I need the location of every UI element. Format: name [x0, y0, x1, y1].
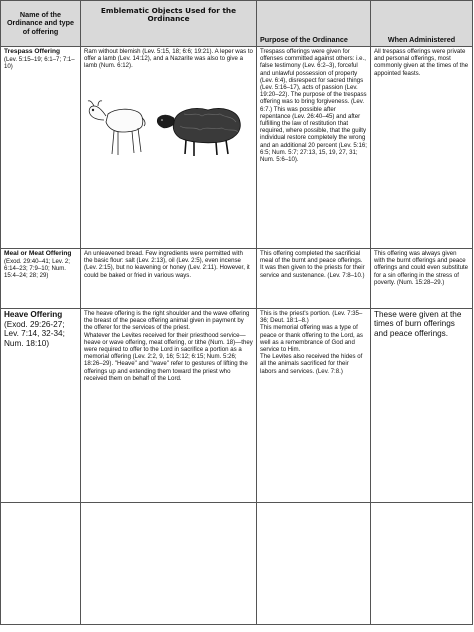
offering-name: Trespass Offering: [4, 48, 61, 55]
header-name: Name of the Ordinance and type of offering: [1, 1, 81, 47]
row-emblematic-cell: [81, 47, 257, 249]
row-administered-cell: These were given at the times of burn offerings and peace offerings.: [371, 309, 473, 503]
empty-cell: [257, 503, 371, 625]
animal-illustrations: [84, 92, 253, 162]
offering-refs: (Exod. 29:40–41; Lev. 2; 6:14–23; 7:9–10; Num. 15:4–24; 28; 29): [4, 257, 70, 279]
offering-refs: (Exod. 29:26-27; Lev. 7:14, 32-34; Num. 18:10): [4, 319, 65, 348]
row-purpose-cell: This is the priest's portion. (Lev. 7:35–36; Deut. 18:1–8.) This memorial offering was a type of peace or thank offering to the Lord, as well as a remembrance of God and service to Him. The Levites also received the hides of all the animals sacrificed for their labors and services. (Lev. 7:8.): [257, 309, 371, 503]
empty-row: [1, 503, 473, 625]
animals-svg: [84, 92, 256, 162]
table-row: [1, 249, 473, 309]
black-sheep-illustration: [157, 108, 240, 156]
header-purpose: Purpose of the Ordinance: [257, 1, 371, 47]
row-emblematic-cell: The heave offering is the right shoulder and the wave offering the breast of the peace offering animal given in payment by the offerer for the services of the priest. Whatever the Levites received for their priesthood service—heave or wave offering, meat offering, or tithe (Num. 18)—they were required to offer to the Lord in sacrifice a portion as a memorial offering (Lev. 2:2, 9, 16; 5:12; 6:15; Num. 5:26; 18:26–29). "Heave" and "wave" refer to gestures of lifting the offerings up and extending them toward the priest who received them on behalf of the Lord.: [81, 309, 257, 503]
row-administered-cell: This offering was always given with the burnt offerings and peace offerings and could even substitute for a sin offering in the stress of poverty. (Num. 15:28–29.): [371, 249, 473, 309]
empty-cell: [81, 503, 257, 625]
offering-name: Meal or Meat Offering: [4, 250, 72, 257]
row-purpose-cell: This offering completed the sacrificial meal of the burnt and peace offerings. It was then given to the priests for their service and sustenance. (Lev. 7:8–10.): [257, 249, 371, 309]
row-name-cell: [1, 249, 81, 309]
row-administered-cell: All trespass offerings were private and personal offerings, most commonly given at the times of the appointed feasts.: [371, 47, 473, 249]
row-name-cell: [1, 47, 81, 249]
table-row: [1, 309, 473, 503]
empty-cell: [371, 503, 473, 625]
header-row: [1, 1, 473, 47]
table-row: [1, 47, 473, 249]
offering-name: Heave Offering: [4, 310, 63, 319]
row-purpose-cell: Trespass offerings were given for offenses committed against others: i.e., false testimony (Lev. 6:2–3), forceful and unlawful possession of property (Lev. 6:4), disrespect for sacred things (Lev. 5:16–17), acts of passion (Lev. 19:20–22). The purpose of the trespass offering was to bring forgiveness. (Lev. 6:7.) This was possible after repentance (Lev. 26:40–45) and after fulfilling the law of restitution that required, where possible, that the guilty individual restore completely the wrong and an additional 20 percent (Lev. 5:16; 6:5; Num. 5:7; 27:13, 15, 19, 27, 31; Num. 5:6–10).: [257, 47, 371, 249]
row-emblematic-cell: An unleavened bread. Few ingredients were permitted with the basic flour: salt (Lev. 2:13), oil (Lev. 2:5), even incense (Lev. 2:15), but no leavening or honey (Lev. 2:11). However, it could be baked or fried in various ways.: [81, 249, 257, 309]
header-emblematic: Emblematic Objects Used for the Ordinance: [81, 1, 257, 47]
offering-refs: (Lev. 5:15–19; 6:1–7; 7:1–10): [4, 55, 75, 70]
row-name-cell: [1, 309, 81, 503]
lamb-illustration: [88, 100, 145, 154]
header-administered: When Administered: [371, 1, 473, 47]
emblematic-text: Ram without blemish (Lev. 5:15, 18; 6:6; 19:21). A leper was to offer a lamb (Lev. 14:12), and a Nazarite was also to give a lamb (Num. 6:12).: [84, 48, 253, 70]
empty-cell: [1, 503, 81, 625]
